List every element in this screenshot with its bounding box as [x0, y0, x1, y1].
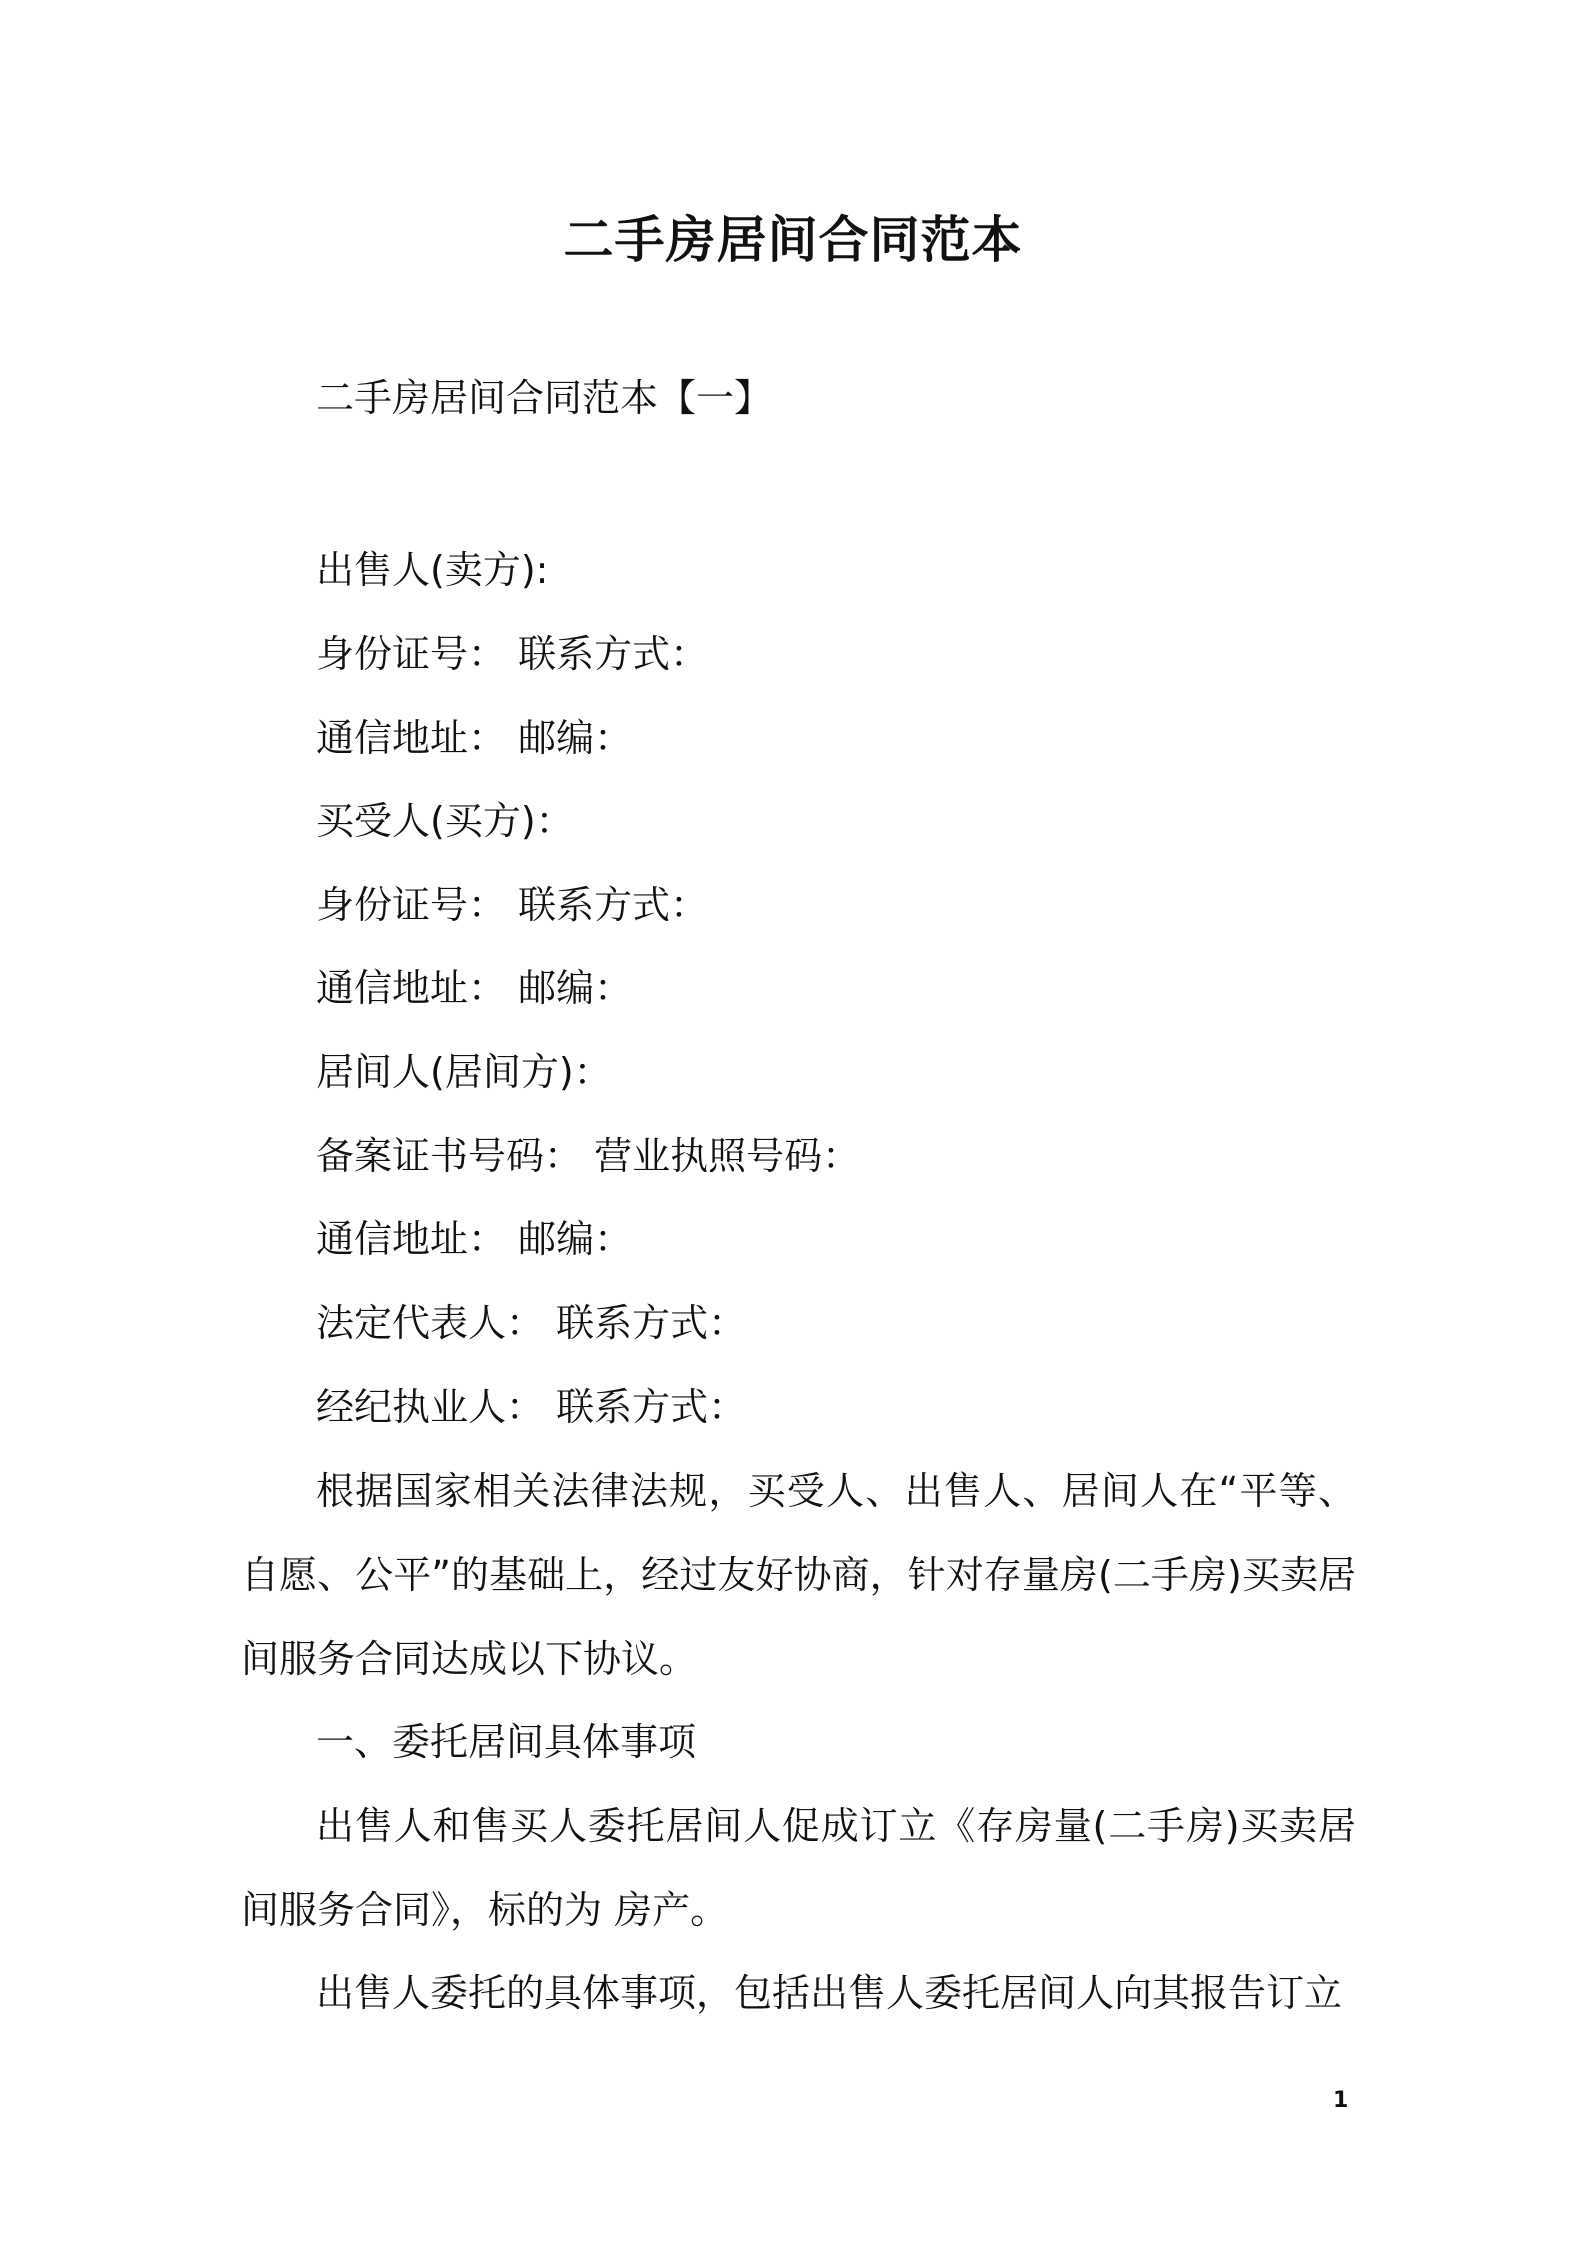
agent-address-postcode-line: 通信地址： 邮编：: [316, 1217, 633, 1261]
buyer-address-postcode-line: 通信地址： 邮编：: [316, 966, 633, 1010]
section-subtitle: 二手房居间合同范本【一】: [316, 376, 773, 420]
seller-id-contact-line: 身份证号： 联系方式：: [316, 632, 709, 676]
section-heading-paragraph: 一、委托居间具体事项: [316, 1720, 697, 1764]
page-number: 1: [1333, 2088, 1349, 2113]
agent-name-line: 居间人(居间方)：: [316, 1050, 612, 1094]
legal-representative-line: 法定代表人： 联系方式：: [316, 1301, 747, 1345]
seller-name-line: 出售人(卖方):: [316, 548, 549, 592]
buyer-name-line: 买受人(买方)：: [316, 799, 574, 843]
document-title: 二手房居间合同范本: [563, 211, 1023, 269]
seller-entrustment-paragraph: 出售人委托的具体事项，包括出售人委托居间人向其报告订立: [316, 1971, 1343, 2015]
seller-address-postcode-line: 通信地址： 邮编：: [316, 716, 633, 760]
buyer-id-contact-line: 身份证号： 联系方式：: [316, 883, 709, 927]
entrustment-paragraph: 出售人和售买人委托居间人促成订立《存房量(二手房)买卖居间服务合同》，标的为 房产。: [241, 1804, 1356, 1932]
agent-license-line: 备案证书号码： 营业执照号码：: [316, 1134, 861, 1178]
intro-paragraph: 根据国家相关法律法规，买受人、出售人、居间人在“平等、自愿、公平”的基础上，经过友好协商，针对存量房(二手房)买卖居间服务合同达成以下协议。: [241, 1469, 1356, 1681]
broker-contact-line: 经纪执业人： 联系方式：: [316, 1385, 747, 1429]
